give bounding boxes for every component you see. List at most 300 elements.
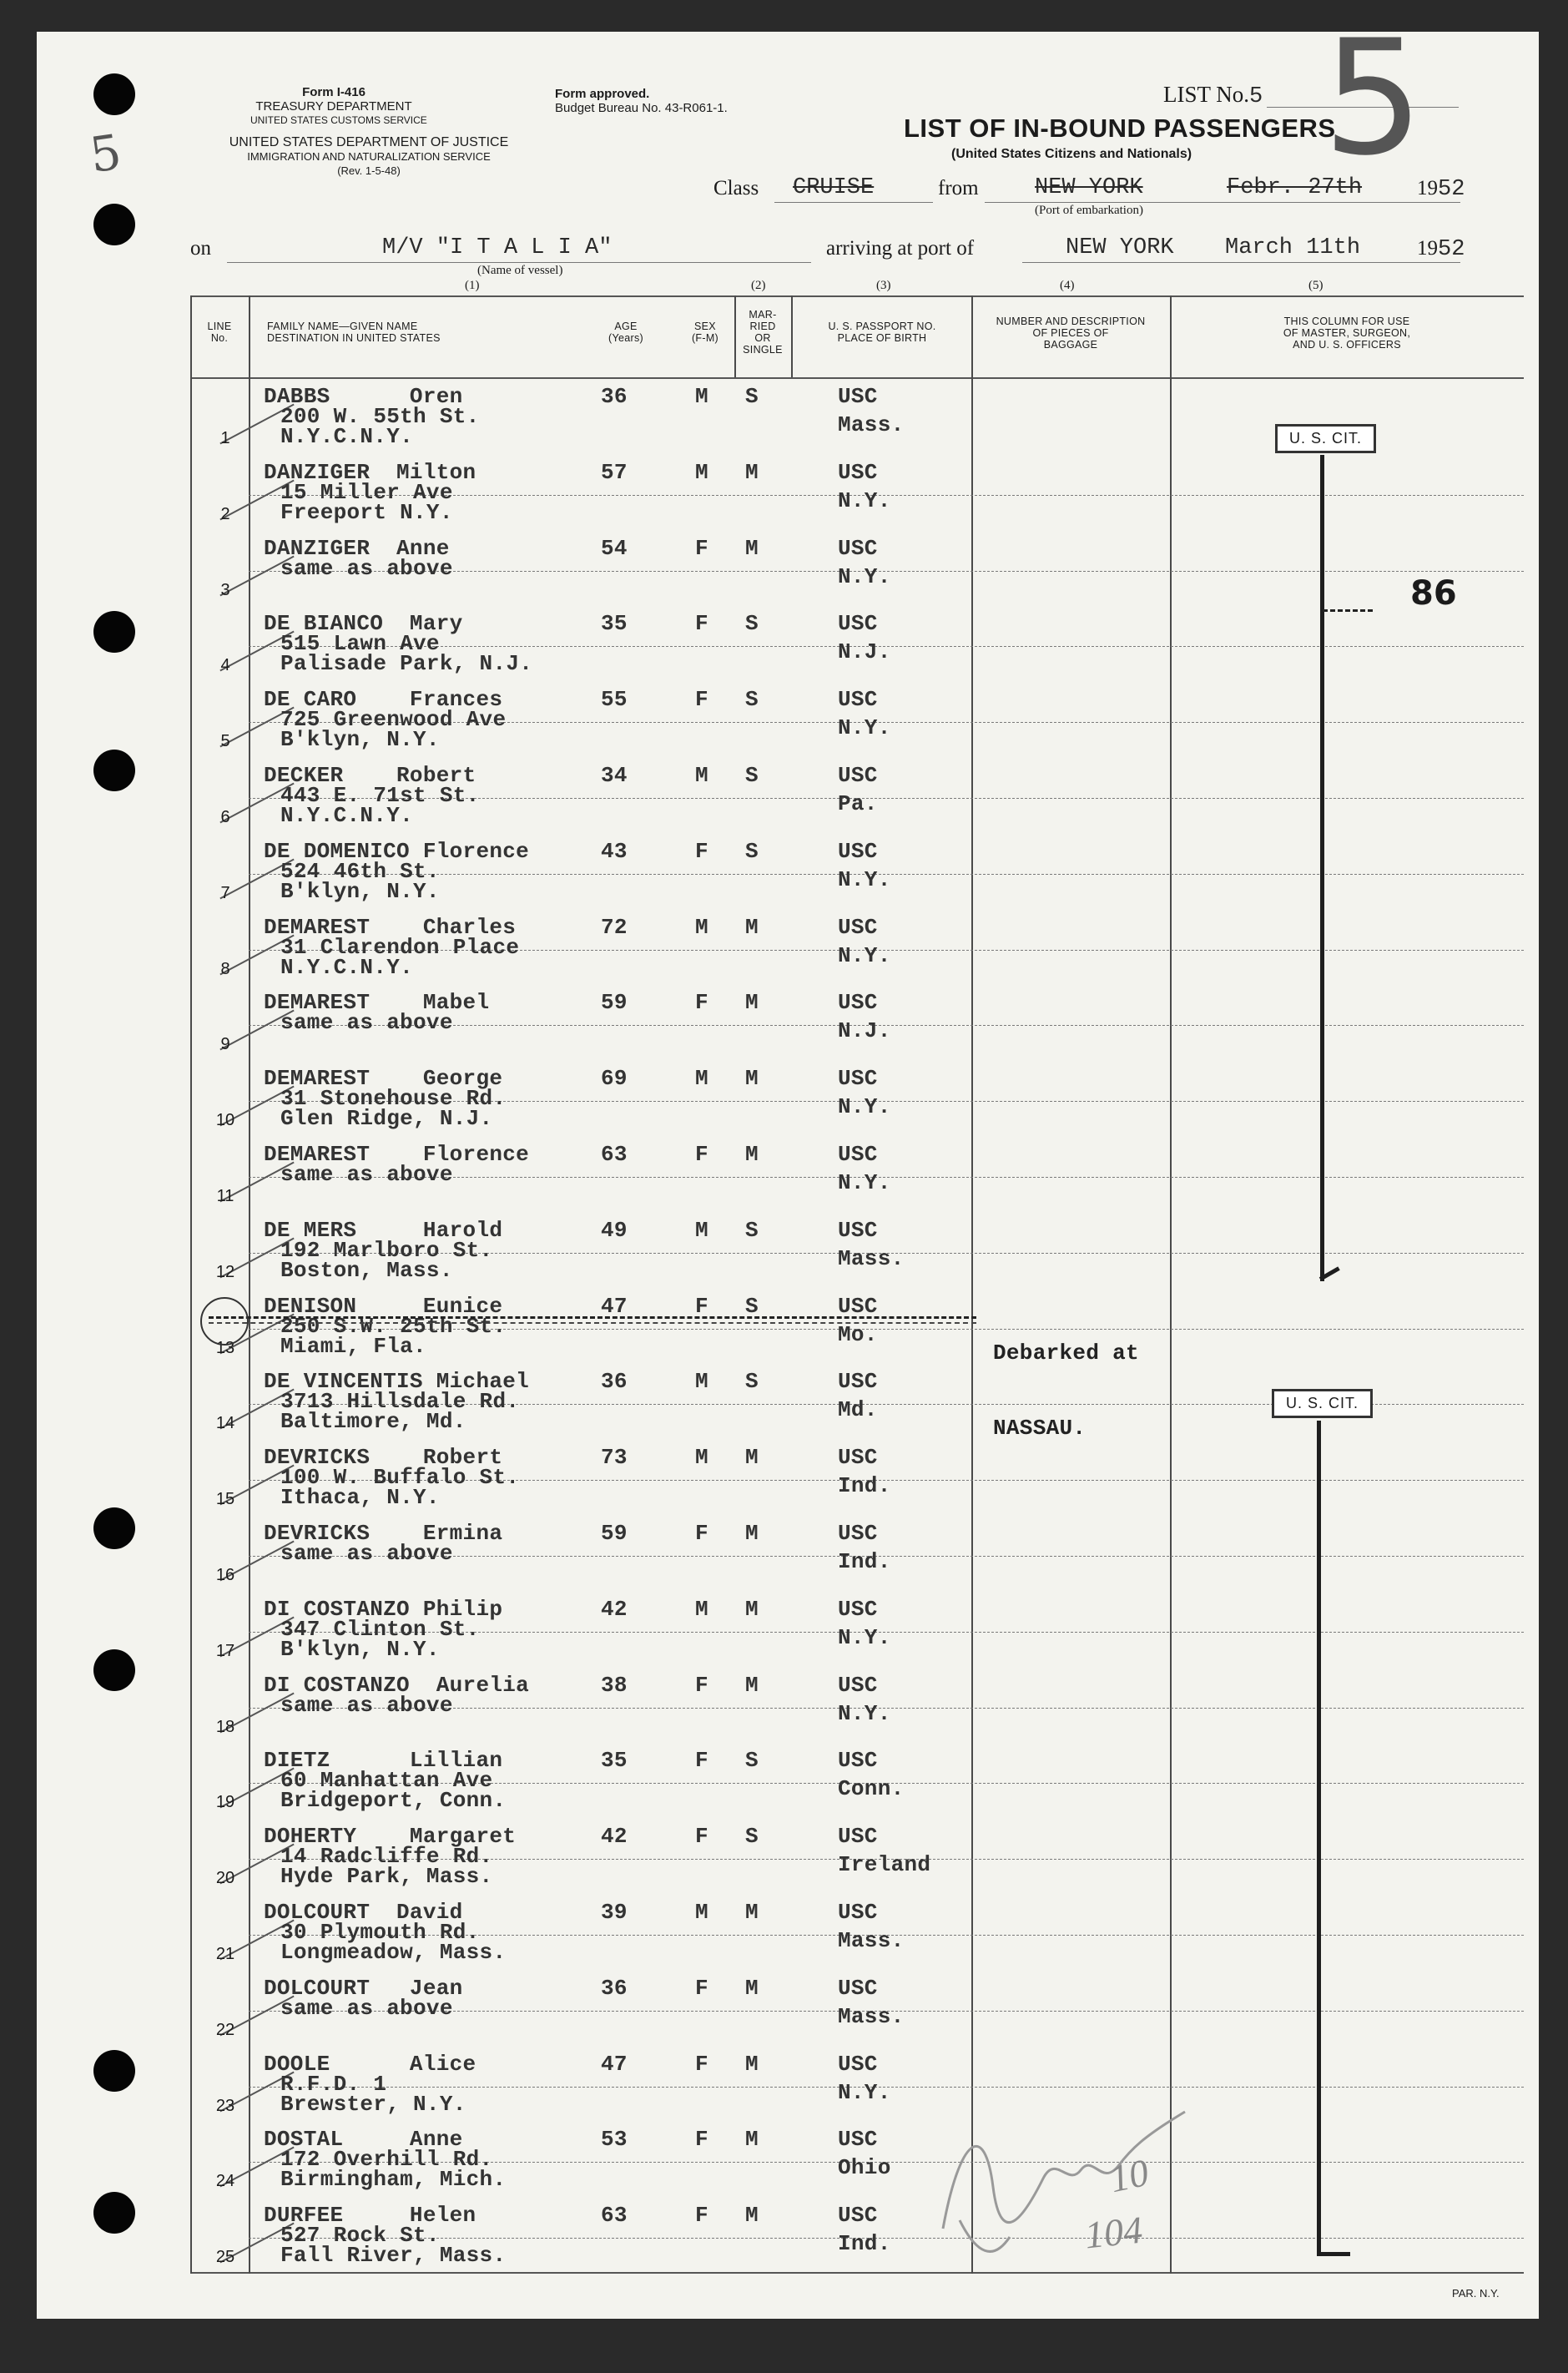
table-row: [0, 1438, 1568, 1513]
page-title: LIST OF IN-BOUND PASSENGERS: [904, 114, 1336, 143]
address-line-1: same as above: [280, 1692, 453, 1718]
address-line-2: Glen Ridge, N.J.: [280, 1106, 493, 1132]
vessel-name: M/V "I T A L I A": [382, 235, 613, 260]
arrival-year: [1417, 237, 1465, 262]
table-row: [0, 1514, 1568, 1589]
passenger-age: 59: [601, 990, 628, 1016]
address-line-1: same as above: [280, 1995, 453, 2021]
on-label: on: [190, 237, 211, 260]
passenger-age: 54: [601, 535, 628, 561]
column-number-2: (2): [751, 279, 766, 292]
passport-status: USC: [838, 1672, 878, 1698]
strike-line-13b: [209, 1322, 976, 1324]
passenger-age: 49: [601, 1217, 628, 1243]
passenger-age: 36: [601, 1369, 628, 1395]
line-number: 9: [220, 1035, 230, 1054]
line-number: 8: [220, 959, 230, 978]
address-line-1: 60 Manhattan Ave: [280, 1768, 493, 1794]
page-subtitle: (United States Citizens and Nationals): [951, 147, 1192, 161]
embarkation-port: NEW YORK: [1035, 175, 1143, 200]
place-of-birth: Ireland: [838, 1852, 931, 1878]
marital-status: S: [745, 384, 759, 409]
line-number: 1: [220, 429, 230, 447]
passenger-age: 47: [601, 2051, 628, 2077]
from-year-digits: 52: [1438, 177, 1465, 202]
address-line-2: B'klyn, N.Y.: [280, 878, 440, 904]
place-of-birth: Ind.: [838, 1549, 891, 1574]
address-line-2: Boston, Mass.: [280, 1257, 453, 1283]
list-number: [1163, 82, 1263, 109]
passenger-name: DEVRICKS Ermina: [264, 1521, 503, 1546]
place-of-birth: N.Y.: [838, 1700, 891, 1726]
address-line-2: N.Y.C.N.Y.: [280, 954, 414, 980]
passenger-sex: F: [695, 1672, 708, 1698]
passenger-age: 39: [601, 1900, 628, 1925]
passport-status: USC: [838, 459, 878, 485]
address-line-1: same as above: [280, 555, 453, 581]
marital-status: M: [745, 1900, 759, 1925]
table-row: [0, 1741, 1568, 1816]
passenger-age: 55: [601, 687, 628, 713]
col-head-officers: [1172, 316, 1522, 351]
marital-status: S: [745, 838, 759, 864]
col-head-name-1: FAMILY NAME—GIVEN NAME: [267, 321, 418, 332]
place-of-birth: N.J.: [838, 639, 891, 665]
passenger-name: DENISON Eunice: [264, 1293, 503, 1319]
passenger-sex: M: [695, 763, 708, 788]
address-line-2: Baltimore, Md.: [280, 1409, 466, 1435]
table-top-rule: [190, 295, 1524, 297]
col-head-age-2: (Years): [608, 332, 643, 344]
col-head-line-1: LINE: [207, 321, 232, 332]
place-of-birth: N.Y.: [838, 1170, 891, 1195]
passenger-name: DEMAREST Florence: [264, 1142, 530, 1167]
table-row: [0, 1666, 1568, 1741]
marital-status: S: [745, 687, 759, 713]
table-row: [0, 529, 1568, 604]
line-number: 5: [220, 732, 230, 751]
passenger-sex: F: [695, 1521, 708, 1546]
line-number: 25: [215, 2248, 235, 2267]
line-number: 17: [215, 1641, 235, 1660]
address-line-2: Bridgeport, Conn.: [280, 1788, 507, 1814]
passenger-name: DANZIGER Anne: [264, 535, 450, 561]
place-of-birth: N.Y.: [838, 715, 891, 741]
us-citizen-stamp-2: U. S. CIT.: [1272, 1389, 1373, 1418]
passenger-name: DECKER Robert: [264, 763, 476, 788]
marital-status: S: [745, 1824, 759, 1850]
col-head-married-1: MAR-: [749, 309, 777, 321]
line-number: 20: [215, 1869, 235, 1888]
from-label: from: [938, 177, 979, 199]
from-year: [1417, 177, 1465, 202]
col-head-baggage-3: BAGGAGE: [1043, 339, 1098, 351]
citizen-bracket: [1320, 455, 1324, 1281]
place-of-birth: Ind.: [838, 2231, 891, 2257]
place-of-birth: N.Y.: [838, 1624, 891, 1650]
place-of-birth: Ohio: [838, 2155, 891, 2181]
col-head-baggage: [973, 316, 1168, 351]
address-line-2: Hyde Park, Mass.: [280, 1864, 493, 1890]
passenger-name: DANZIGER Milton: [264, 459, 476, 485]
passport-status: USC: [838, 1142, 878, 1167]
address-line-2: Brewster, N.Y.: [280, 2091, 466, 2117]
address-line-1: 725 Greenwood Ave: [280, 707, 507, 733]
passport-status: USC: [838, 535, 878, 561]
year-prefix-2: 19: [1417, 237, 1438, 260]
col-head-married-2: RIED: [749, 321, 776, 332]
justice-line: UNITED STATES DEPARTMENT OF JUSTICE: [229, 135, 509, 149]
col-head-married: [736, 309, 789, 356]
marital-status: S: [745, 1217, 759, 1243]
address-line-1: 15 Miller Ave: [280, 479, 453, 505]
address-line-1: R.F.D. 1: [280, 2071, 387, 2097]
passenger-sex: F: [695, 838, 708, 864]
printer-mark: PAR. N.Y.: [1452, 2287, 1500, 2300]
rev-line: (Rev. 1-5-48): [337, 164, 401, 177]
marital-status: S: [745, 611, 759, 637]
marital-status: M: [745, 914, 759, 940]
passenger-age: 35: [601, 611, 628, 637]
us-citizen-stamp: U. S. CIT.: [1275, 424, 1376, 453]
place-of-birth: Mass.: [838, 412, 905, 437]
passenger-sex: F: [695, 1142, 708, 1167]
passenger-sex: F: [695, 990, 708, 1016]
table-row: [0, 1817, 1568, 1892]
passenger-name: DIETZ Lillian: [264, 1748, 503, 1774]
place-of-birth: Ind.: [838, 1473, 891, 1499]
passenger-name: DI COSTANZO Philip: [264, 1596, 503, 1622]
address-line-1: 3713 Hillsdale Rd.: [280, 1389, 520, 1415]
form-block: [250, 85, 427, 128]
customs-line: UNITED STATES CUSTOMS SERVICE: [250, 114, 427, 126]
table-row: [0, 1211, 1568, 1286]
binder-hole: [93, 73, 135, 115]
col-head-age-1: AGE: [614, 321, 638, 332]
passenger-age: 63: [601, 1142, 628, 1167]
line-number: 2: [220, 504, 230, 523]
line-number: 4: [220, 656, 230, 675]
place-of-birth: N.Y.: [838, 1094, 891, 1120]
line-number: 16: [215, 1566, 235, 1584]
passport-status: USC: [838, 2051, 878, 2077]
passenger-name: DOSTAL Anne: [264, 2127, 463, 2153]
marital-status: M: [745, 1066, 759, 1092]
table-bottom-rule: [190, 2272, 1524, 2274]
line-number: 22: [215, 2020, 235, 2039]
line-number: 19: [215, 1793, 235, 1812]
passenger-age: 57: [601, 459, 628, 485]
line-number: 3: [220, 580, 230, 599]
passenger-name: DOOLE Alice: [264, 2051, 476, 2077]
col-head-passport: [794, 321, 970, 344]
address-line-1: 14 Radcliffe Rd.: [280, 1844, 493, 1870]
treasury-line: TREASURY DEPARTMENT: [255, 99, 412, 114]
column-number-1: (1): [465, 279, 480, 292]
baggage-note-1: Debarked at: [993, 1340, 1139, 1366]
justice-block: [185, 135, 552, 178]
passenger-name: DABBS Oren: [264, 384, 463, 409]
year-prefix: 19: [1417, 177, 1438, 199]
table-row: [0, 1590, 1568, 1665]
approval-line: Form approved.: [555, 87, 650, 101]
col-head-baggage-2: OF PIECES OF: [1032, 327, 1109, 339]
passenger-sex: F: [695, 2127, 708, 2153]
address-line-2: Ithaca, N.Y.: [280, 1485, 440, 1511]
table-row: [0, 1893, 1568, 1968]
marital-status: M: [745, 1521, 759, 1546]
passenger-age: 36: [601, 1975, 628, 2001]
passport-status: USC: [838, 1445, 878, 1471]
col-head-passport-2: PLACE OF BIRTH: [837, 332, 927, 344]
col-head-married-3: OR: [754, 332, 771, 344]
line-number: 24: [215, 2172, 235, 2191]
citizen-bracket-2: [1317, 1421, 1321, 2255]
col-head-passport-1: U. S. PASSPORT NO.: [828, 321, 936, 332]
marital-status: M: [745, 1672, 759, 1698]
address-line-2: Miami, Fla.: [280, 1333, 426, 1359]
passenger-name: DE CARO Frances: [264, 687, 503, 713]
place-of-birth: Mass.: [838, 2003, 905, 2029]
address-line-1: 31 Clarendon Place: [280, 934, 520, 960]
address-line-1: 515 Lawn Ave: [280, 631, 440, 657]
marital-status: M: [745, 459, 759, 485]
passenger-sex: M: [695, 914, 708, 940]
line-number: 23: [215, 2096, 235, 2115]
arrival-year-digits: 52: [1438, 237, 1465, 262]
passport-status: USC: [838, 687, 878, 713]
address-line-1: 100 W. Buffalo St.: [280, 1465, 520, 1491]
baggage-note-2: NASSAU.: [993, 1416, 1087, 1441]
passenger-sex: M: [695, 1900, 708, 1925]
place-of-birth: N.Y.: [838, 563, 891, 589]
line-number: 13: [215, 1338, 235, 1357]
budget-line: Budget Bureau No. 43-R061-1.: [555, 101, 728, 115]
place-of-birth: N.Y.: [838, 487, 891, 513]
passport-status: USC: [838, 384, 878, 409]
marital-status: M: [745, 1975, 759, 2001]
passport-status: USC: [838, 914, 878, 940]
passenger-sex: M: [695, 1369, 708, 1395]
passenger-sex: F: [695, 687, 708, 713]
marital-status: M: [745, 1596, 759, 1622]
passenger-name: DURFEE Helen: [264, 2203, 476, 2229]
line-number: 12: [215, 1262, 235, 1281]
place-of-birth: N.Y.: [838, 942, 891, 968]
passenger-name: DE VINCENTIS Michael: [264, 1369, 530, 1395]
col-head-sex-1: SEX: [694, 321, 716, 332]
address-line-2: B'klyn, N.Y.: [280, 1636, 440, 1662]
table-row: [0, 2120, 1568, 2195]
strike-line-13: [209, 1316, 976, 1319]
passenger-sex: F: [695, 1975, 708, 2001]
address-line-2: Palisade Park, N.J.: [280, 651, 533, 677]
officer-signature: [910, 2087, 1210, 2279]
passport-status: USC: [838, 1217, 878, 1243]
passenger-name: DE BIANCO Mary: [264, 611, 463, 637]
address-line-1: 527 Rock St.: [280, 2223, 440, 2249]
passenger-age: 42: [601, 1824, 628, 1850]
passport-status: USC: [838, 2203, 878, 2229]
marital-status: S: [745, 1748, 759, 1774]
table-row: [0, 680, 1568, 755]
table-row: [0, 2196, 1568, 2271]
passenger-name: DEMAREST Charles: [264, 914, 517, 940]
margin-mark: 5: [86, 123, 125, 184]
line-number: 14: [215, 1414, 235, 1433]
address-line-2: Birmingham, Mich.: [280, 2167, 507, 2193]
table-row: [0, 604, 1568, 679]
marital-status: M: [745, 990, 759, 1016]
marital-status: M: [745, 2203, 759, 2229]
list-number-label: LIST No.: [1163, 82, 1250, 107]
table-row: [0, 1969, 1568, 2044]
col-head-married-4: SINGLE: [743, 344, 783, 356]
address-line-2: N.Y.C.N.Y.: [280, 803, 414, 828]
col-head-sex: [679, 321, 731, 344]
passport-status: USC: [838, 763, 878, 788]
passenger-age: 73: [601, 1445, 628, 1471]
arriving-label: arriving at port of: [826, 237, 975, 260]
marital-status: S: [745, 1293, 759, 1319]
passenger-sex: M: [695, 1217, 708, 1243]
col-head-sex-2: (F-M): [691, 332, 719, 344]
officer-count: 86: [1410, 574, 1457, 613]
passport-status: USC: [838, 1900, 878, 1925]
passport-status: USC: [838, 1066, 878, 1092]
table-row: [0, 1135, 1568, 1210]
passenger-sex: M: [695, 1596, 708, 1622]
passenger-sex: F: [695, 535, 708, 561]
ins-line: IMMIGRATION AND NATURALIZATION SERVICE: [247, 150, 491, 163]
passport-status: USC: [838, 611, 878, 637]
passenger-sex: M: [695, 1066, 708, 1092]
passenger-age: 38: [601, 1672, 628, 1698]
passenger-name: DI COSTANZO Aurelia: [264, 1672, 530, 1698]
port-caption: (Port of embarkation): [1035, 204, 1143, 217]
place-of-birth: N.Y.: [838, 866, 891, 892]
column-number-3: (3): [876, 279, 891, 292]
passenger-sex: F: [695, 1293, 708, 1319]
passenger-age: 42: [601, 1596, 628, 1622]
passenger-age: 35: [601, 1748, 628, 1774]
col-head-officers-2: OF MASTER, SURGEON,: [1283, 327, 1411, 339]
class-value: CRUISE: [793, 175, 875, 200]
table-row: [0, 832, 1568, 907]
address-line-2: Fall River, Mass.: [280, 2243, 507, 2269]
passenger-sex: M: [695, 459, 708, 485]
address-line-1: same as above: [280, 1541, 453, 1566]
col-head-officers-3: AND U. S. OFFICERS: [1293, 339, 1401, 351]
passport-status: USC: [838, 1975, 878, 2001]
embarkation-date: Febr. 27th: [1227, 175, 1363, 200]
passenger-name: DEMAREST Mabel: [264, 990, 490, 1016]
passport-status: USC: [838, 1369, 878, 1395]
place-of-birth: Mo.: [838, 1321, 878, 1347]
passenger-sex: F: [695, 2203, 708, 2229]
circle-mark-13: [200, 1297, 249, 1346]
col-head-officers-1: THIS COLUMN FOR USE: [1283, 316, 1410, 327]
marital-status: M: [745, 1445, 759, 1471]
passport-status: USC: [838, 1293, 878, 1319]
address-line-2: Freeport N.Y.: [280, 499, 453, 525]
line-number: 15: [215, 1490, 235, 1509]
passenger-age: 72: [601, 914, 628, 940]
line-number: 11: [216, 1187, 234, 1205]
col-head-baggage-1: NUMBER AND DESCRIPTION: [996, 316, 1146, 327]
passenger-age: 43: [601, 838, 628, 864]
address-line-1: 30 Plymouth Rd.: [280, 1920, 480, 1945]
table-row: [0, 1059, 1568, 1134]
table-row: [0, 756, 1568, 831]
line-number: 6: [220, 808, 230, 826]
passenger-name: DOHERTY Margaret: [264, 1824, 517, 1850]
table-row: [0, 908, 1568, 983]
passenger-sex: F: [695, 1824, 708, 1850]
address-line-1: 31 Stonehouse Rd.: [280, 1086, 507, 1112]
passport-status: USC: [838, 1596, 878, 1622]
signature-mark-2: 104: [1082, 2208, 1145, 2257]
arrival-port: NEW YORK: [1066, 235, 1174, 260]
passenger-age: 53: [601, 2127, 628, 2153]
address-line-1: 347 Clinton St.: [280, 1616, 480, 1642]
table-row: [0, 983, 1568, 1058]
passenger-sex: M: [695, 1445, 708, 1471]
passenger-name: DEMAREST George: [264, 1066, 503, 1092]
passenger-name: DE DOMENICO Florence: [264, 838, 530, 864]
place-of-birth: N.J.: [838, 1018, 891, 1044]
form-number: Form I-416: [302, 85, 366, 99]
passenger-age: 69: [601, 1066, 628, 1092]
passenger-age: 34: [601, 763, 628, 788]
place-of-birth: N.Y.: [838, 2079, 891, 2105]
line-number: 18: [215, 1717, 235, 1736]
address-line-1: 192 Marlboro St.: [280, 1237, 493, 1263]
passenger-age: 47: [601, 1293, 628, 1319]
binder-hole: [93, 204, 135, 245]
list-number-value: 5: [1249, 84, 1263, 109]
table-row: [0, 453, 1568, 528]
passport-status: USC: [838, 2127, 878, 2153]
baggage-note: [993, 1290, 1139, 1466]
table-row: [0, 2045, 1568, 2120]
passenger-sex: M: [695, 384, 708, 409]
address-line-1: 524 46th St.: [280, 858, 440, 884]
address-line-1: 443 E. 71st St.: [280, 783, 480, 808]
address-line-2: N.Y.C.N.Y.: [280, 424, 414, 449]
passenger-sex: F: [695, 611, 708, 637]
column-number-4: (4): [1060, 279, 1075, 292]
passenger-age: 59: [601, 1521, 628, 1546]
place-of-birth: Pa.: [838, 791, 878, 816]
line-number: 7: [220, 883, 230, 902]
passenger-name: DOLCOURT Jean: [264, 1975, 463, 2001]
passenger-name: DE MERS Harold: [264, 1217, 503, 1243]
col-head-name: [267, 321, 441, 344]
line-number: 10: [215, 1111, 235, 1130]
passenger-name: DEVRICKS Robert: [264, 1445, 503, 1471]
passport-status: USC: [838, 1824, 878, 1850]
address-line-1: 172 Overhill Rd.: [280, 2147, 493, 2173]
passenger-sex: F: [695, 1748, 708, 1774]
address-line-2: Longmeadow, Mass.: [280, 1940, 507, 1965]
address-line-1: same as above: [280, 1010, 453, 1036]
marital-status: M: [745, 1142, 759, 1167]
col-head-name-2: DESTINATION IN UNITED STATES: [267, 332, 441, 344]
marital-status: M: [745, 535, 759, 561]
vessel-caption: (Name of vessel): [477, 264, 563, 277]
signature-mark-1: 10: [1106, 2150, 1152, 2201]
